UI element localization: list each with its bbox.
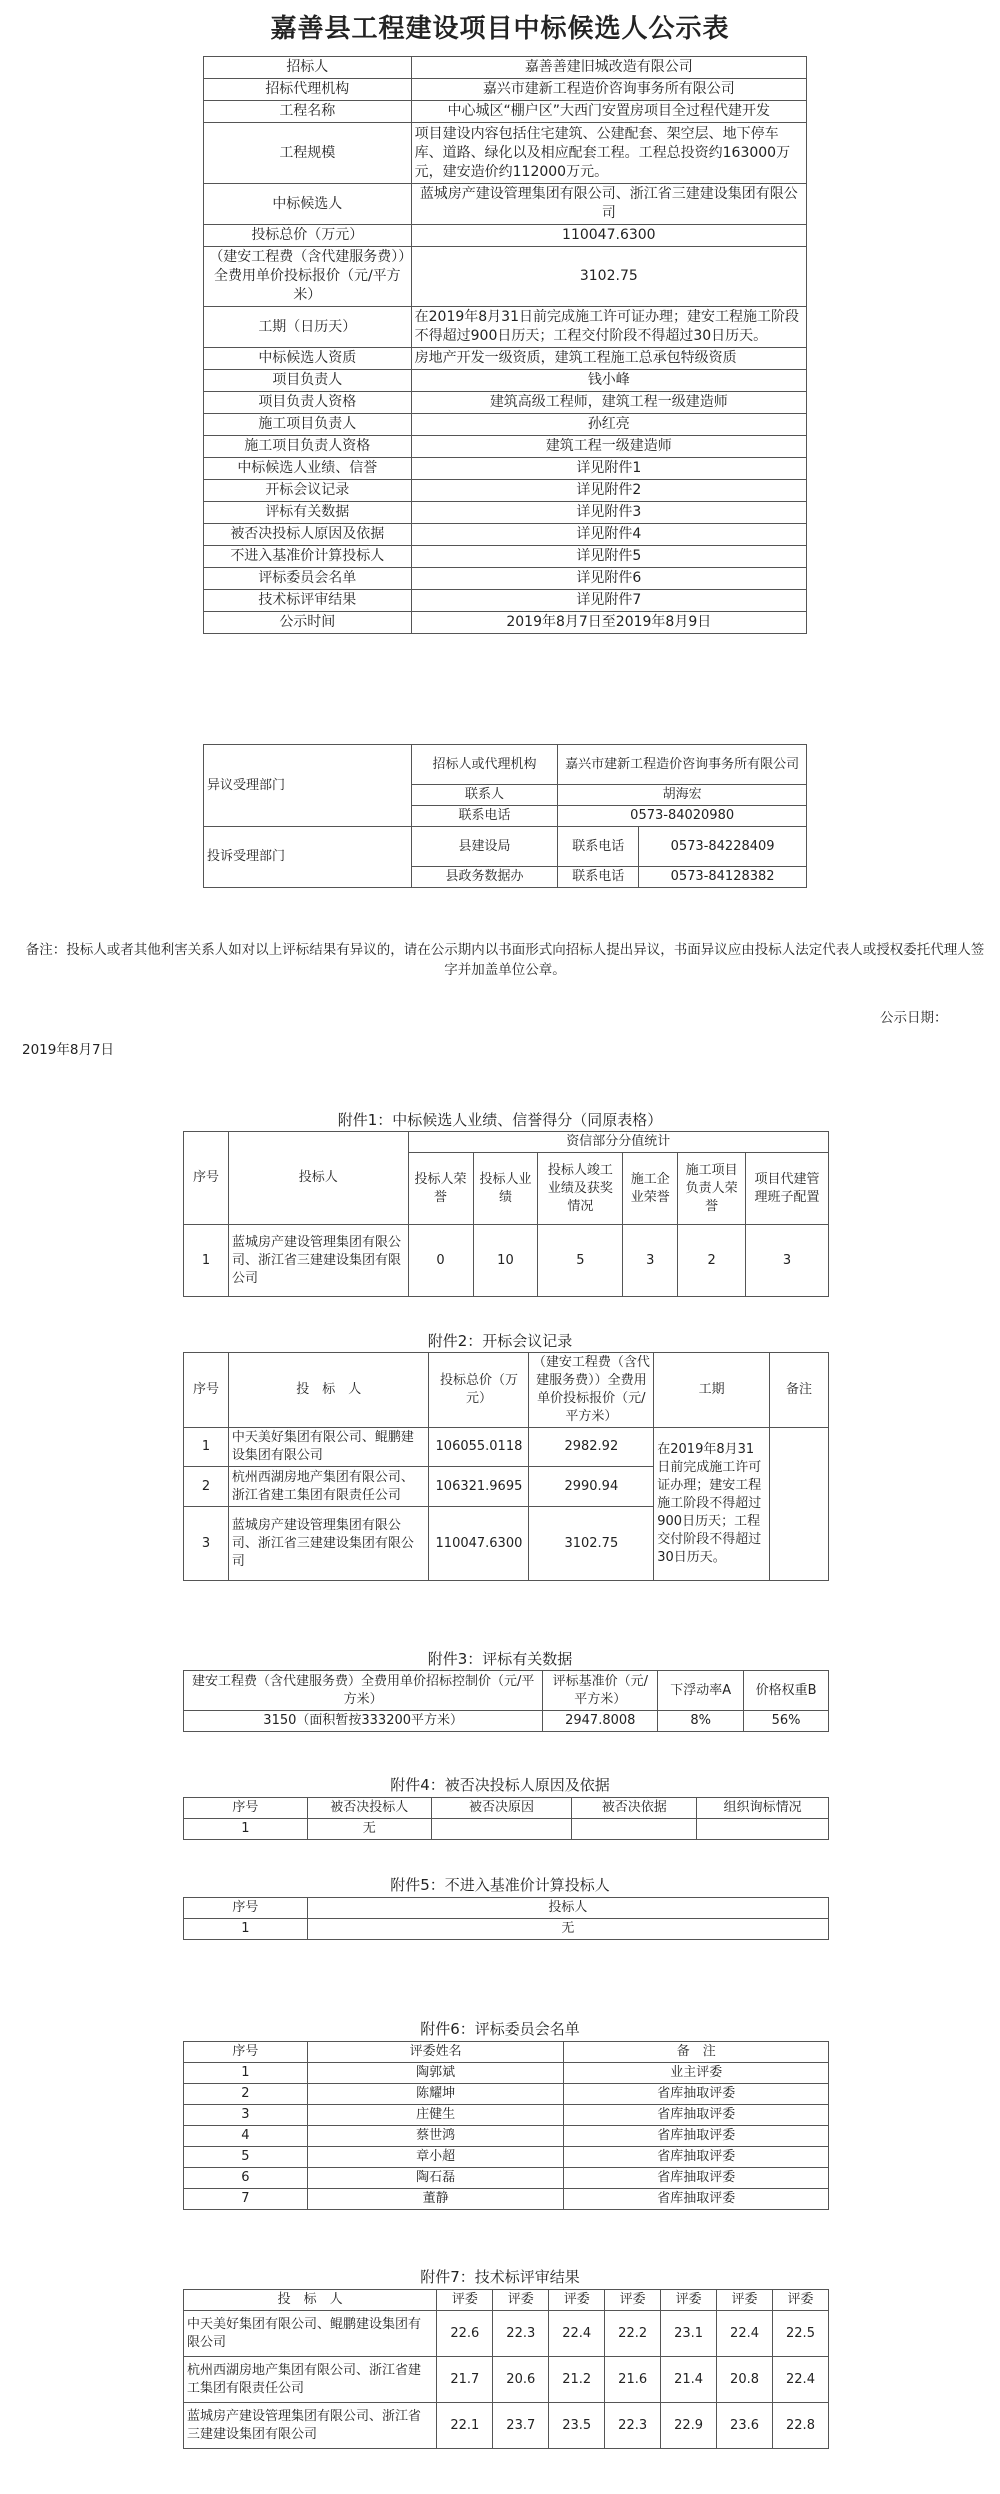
main-row: [204, 307, 807, 348]
main-row-label: 中标候选人资质: [204, 348, 412, 370]
a7-score: 22.2: [605, 2311, 661, 2357]
a3-header: 评标基准价（元/平方米）: [543, 1671, 658, 1711]
main-row: [204, 101, 807, 123]
a6-row-remark: 省库抽取评委: [564, 2147, 829, 2168]
a4-value: [697, 1819, 829, 1840]
main-row-value: 蓝城房产建设管理集团有限公司、浙江省三建建设集团有限公司: [411, 184, 806, 225]
a2-header: 备注: [770, 1353, 829, 1428]
a2-header-row: [184, 1353, 829, 1428]
a6-data-row: [184, 2084, 829, 2105]
main-row-label: 施工项目负责人: [204, 414, 412, 436]
a7-header-row: [184, 2290, 829, 2311]
a6-header-row: [184, 2042, 829, 2063]
a6-row-no: 7: [184, 2189, 308, 2210]
main-row-label: 项目负责人: [204, 370, 412, 392]
main-row: [204, 184, 807, 225]
a1-score: 3: [746, 1225, 829, 1297]
publish-date: 2019年8月7日: [22, 1042, 115, 1058]
a4-header: 被否决原因: [431, 1798, 572, 1819]
a7-data-row: [184, 2357, 829, 2403]
main-row: [204, 612, 807, 634]
main-row-value: 中心城区“棚户区”大西门安置房项目全过程代建开发: [411, 101, 806, 123]
a6-row-no: 6: [184, 2168, 308, 2189]
a2-row-total: 110047.6300: [429, 1507, 529, 1581]
a3-header-row: [184, 1671, 829, 1711]
publish-date-label: 公示日期：: [880, 1010, 948, 1026]
a2-row-total: 106321.9695: [429, 1467, 529, 1507]
a6-header: 序号: [184, 2042, 308, 2063]
a2-row-bidder: 蓝城房产建设管理集团有限公司、浙江省三建建设集团有限公司: [228, 1507, 429, 1581]
main-row: [204, 57, 807, 79]
objection-agency-value: 嘉兴市建新工程造价咨询事务所有限公司: [558, 745, 807, 785]
a2-row-unit: 2982.92: [529, 1428, 654, 1467]
a6-row-remark: 业主评委: [564, 2063, 829, 2084]
main-table-body: [204, 57, 807, 634]
a6-row-remark: 省库抽取评委: [564, 2189, 829, 2210]
a6-row-no: 4: [184, 2126, 308, 2147]
a2-row-unit: 2990.94: [529, 1467, 654, 1507]
a1-subheader: 施工企业荣誉: [623, 1153, 678, 1225]
main-row: [204, 123, 807, 184]
a5-table-body: [184, 1898, 829, 1940]
page-title: 嘉善县工程建设项目中标候选人公示表: [270, 14, 730, 44]
a1-subheader: 项目代建管理班子配置: [746, 1153, 829, 1225]
a7-data-row: [184, 2403, 829, 2449]
a7-score: 22.6: [437, 2311, 493, 2357]
a6-row-name: 庄健生: [307, 2105, 564, 2126]
a6-row-name: 陶郭斌: [307, 2063, 564, 2084]
main-row-value: 建筑高级工程师，建筑工程一级建造师: [411, 392, 806, 414]
main-row-label: （建安工程费（含代建服务费））全费用单价投标报价（元/平方米）: [204, 247, 412, 307]
a7-score: 21.2: [549, 2357, 605, 2403]
a1-subheader: 投标人竣工业绩及获奖情况: [538, 1153, 623, 1225]
main-row: [204, 370, 807, 392]
a6-row-no: 2: [184, 2084, 308, 2105]
complaint-bureau-phone-label: 联系电话: [558, 827, 639, 867]
a3-table-body: [184, 1671, 829, 1732]
a6-header: 备 注: [564, 2042, 829, 2063]
complaint-data-office-phone: 0573-84128382: [639, 867, 807, 888]
main-row-value: 钱小峰: [411, 370, 806, 392]
a7-header: 评委: [549, 2290, 605, 2311]
a2-header: 投标总价（万元）: [429, 1353, 529, 1428]
main-row-value: 详见附件3: [411, 502, 806, 524]
a7-score: 22.3: [493, 2311, 549, 2357]
main-row-label: 工程规模: [204, 123, 412, 184]
main-row-value: 110047.6300: [411, 225, 806, 247]
a7-score: 22.3: [605, 2403, 661, 2449]
a6-row-no: 3: [184, 2105, 308, 2126]
a1-data-row: [184, 1225, 829, 1297]
a2-row-no: 1: [184, 1428, 229, 1467]
a7-header: 评委: [717, 2290, 773, 2311]
main-row: [204, 348, 807, 370]
a4-header: 组织询标情况: [697, 1798, 829, 1819]
a6-row-name: 章小超: [307, 2147, 564, 2168]
a4-value: 1: [184, 1819, 308, 1840]
a7-table-body: [184, 2290, 829, 2449]
remark-note: 备注：投标人或者其他利害关系人如对以上评标结果有异议的，请在公示期内以书面形式向招标人提出异议，书面异议应由投标人法定代表人或授权委托代理人签字并加盖单位公章。: [25, 942, 985, 978]
main-row-label: 工期（日历天）: [204, 307, 412, 348]
main-row-value: 嘉善善建旧城改造有限公司: [411, 57, 806, 79]
objection-phone-value: 0573-84020980: [558, 806, 807, 827]
a6-data-row: [184, 2189, 829, 2210]
main-row-label: 公示时间: [204, 612, 412, 634]
complaint-data-office-label: 县政务数据办: [411, 867, 558, 888]
a4-value: [572, 1819, 697, 1840]
a1-subheader: 投标人荣誉: [408, 1153, 473, 1225]
main-row-label: 被否决投标人原因及依据: [204, 524, 412, 546]
a2-header: （建安工程费（含代建服务费））全费用单价投标报价（元/平方米）: [529, 1353, 654, 1428]
a5-header: 序号: [184, 1898, 308, 1919]
a1-header-no: 序号: [184, 1132, 229, 1225]
main-row: [204, 392, 807, 414]
attachment-5-table: [183, 1897, 829, 1940]
attachment-1-caption: 附件1：中标候选人业绩、信誉得分（同原表格）: [337, 1111, 663, 1129]
attachment-1-table: [183, 1131, 829, 1297]
a5-value: 无: [307, 1919, 828, 1940]
a6-data-row: [184, 2126, 829, 2147]
main-row-label: 中标候选人: [204, 184, 412, 225]
a4-header: 被否决投标人: [307, 1798, 431, 1819]
main-row-label: 不进入基准价计算投标人: [204, 546, 412, 568]
a5-data-row: [184, 1919, 829, 1940]
a7-header: 评委: [493, 2290, 549, 2311]
main-row-value: 详见附件4: [411, 524, 806, 546]
main-row-label: 施工项目负责人资格: [204, 436, 412, 458]
a7-data-row: [184, 2311, 829, 2357]
a6-row-remark: 省库抽取评委: [564, 2168, 829, 2189]
a1-score: 2: [678, 1225, 746, 1297]
a1-score: 10: [473, 1225, 538, 1297]
a6-row-name: 董静: [307, 2189, 564, 2210]
a7-score: 21.4: [661, 2357, 717, 2403]
main-row-value: 建筑工程一级建造师: [411, 436, 806, 458]
a2-data-row: [184, 1428, 829, 1467]
a4-header: 序号: [184, 1798, 308, 1819]
a7-score: 23.1: [661, 2311, 717, 2357]
main-row-label: 投标总价（万元）: [204, 225, 412, 247]
a7-row-bidder: 杭州西湖房地产集团有限公司、浙江省建工集团有限责任公司: [184, 2357, 437, 2403]
a7-score: 20.8: [717, 2357, 773, 2403]
a3-value: 3150（面积暂按333200平方米）: [184, 1711, 543, 1732]
main-row: [204, 247, 807, 307]
main-row-value: 详见附件2: [411, 480, 806, 502]
a3-header: 建安工程费（含代建服务费）全费用单价招标控制价（元/平方米）: [184, 1671, 543, 1711]
a2-table-body: [184, 1353, 829, 1581]
a2-header: 工期: [654, 1353, 770, 1428]
a3-value: 2947.8008: [543, 1711, 658, 1732]
main-row-label: 技术标评审结果: [204, 590, 412, 612]
main-row: [204, 524, 807, 546]
a6-row-remark: 省库抽取评委: [564, 2105, 829, 2126]
main-row: [204, 436, 807, 458]
attachment-7-caption: 附件7：技术标评审结果: [420, 2268, 580, 2286]
a1-score: 0: [408, 1225, 473, 1297]
attachment-4-caption: 附件4：被否决投标人原因及依据: [390, 1776, 610, 1794]
attachment-7-table: [183, 2289, 829, 2449]
a7-score: 22.9: [661, 2403, 717, 2449]
a3-data-row: [184, 1711, 829, 1732]
a5-header: 投标人: [307, 1898, 828, 1919]
a7-score: 22.4: [549, 2311, 605, 2357]
objection-dept-label: 异议受理部门: [204, 745, 412, 827]
main-row-value: 嘉兴市建新工程造价咨询事务所有限公司: [411, 79, 806, 101]
attachment-3-table: [183, 1670, 829, 1732]
a4-header: 被否决依据: [572, 1798, 697, 1819]
a7-score: 22.5: [773, 2311, 829, 2357]
attachment-2-table: [183, 1352, 829, 1581]
main-row-value: 详见附件1: [411, 458, 806, 480]
main-row-value: 2019年8月7日至2019年8月9日: [411, 612, 806, 634]
a7-score: 23.6: [717, 2403, 773, 2449]
main-row: [204, 480, 807, 502]
a2-row-bidder: 杭州西湖房地产集团有限公司、浙江省建工集团有限责任公司: [228, 1467, 429, 1507]
a2-period: 在2019年8月31日前完成施工许可证办理；建安工程施工阶段不得超过900日历天；工程交付阶段不得超过30日历天。: [654, 1428, 770, 1581]
main-row-value: 项目建设内容包括住宅建筑、公建配套、架空层、地下停车库、道路、绿化以及相应配套工程。工程总投资约163000万元，建安造价约112000万元。: [411, 123, 806, 184]
main-row-label: 评标有关数据: [204, 502, 412, 524]
a7-score: 23.5: [549, 2403, 605, 2449]
a1-header-group: 资信部分分值统计: [408, 1132, 828, 1153]
objection-phone-label: 联系电话: [411, 806, 558, 827]
a1-subheader: 施工项目负责人荣誉: [678, 1153, 746, 1225]
a1-subheader: 投标人业绩: [473, 1153, 538, 1225]
complaint-dept-label: 投诉受理部门: [204, 827, 412, 888]
a2-row-total: 106055.0118: [429, 1428, 529, 1467]
a6-row-no: 1: [184, 2063, 308, 2084]
attachment-4-table: [183, 1797, 829, 1840]
main-row: [204, 546, 807, 568]
a2-row-no: 2: [184, 1467, 229, 1507]
a5-value: 1: [184, 1919, 308, 1940]
a4-value: 无: [307, 1819, 431, 1840]
a7-header: 评委: [437, 2290, 493, 2311]
a7-score: 23.7: [493, 2403, 549, 2449]
a3-value: 8%: [658, 1711, 744, 1732]
main-row-value: 详见附件7: [411, 590, 806, 612]
a7-score: 22.4: [773, 2357, 829, 2403]
complaint-bureau-label: 县建设局: [411, 827, 558, 867]
attachment-6-caption: 附件6：评标委员会名单: [420, 2020, 580, 2038]
main-row-value: 详见附件5: [411, 546, 806, 568]
objection-contact-label: 联系人: [411, 785, 558, 806]
attachment-6-table: [183, 2041, 829, 2210]
a3-value: 56%: [744, 1711, 829, 1732]
a7-row-bidder: 蓝城房产建设管理集团有限公司、浙江省三建建设集团有限公司: [184, 2403, 437, 2449]
attachment-2-caption: 附件2：开标会议记录: [427, 1332, 573, 1350]
a1-score: 3: [623, 1225, 678, 1297]
a2-row-no: 3: [184, 1507, 229, 1581]
main-row: [204, 590, 807, 612]
a4-table-body: [184, 1798, 829, 1840]
a1-header-bidder: 投标人: [228, 1132, 408, 1225]
a6-table-body: [184, 2042, 829, 2210]
attachment-5-caption: 附件5：不进入基准价计算投标人: [390, 1876, 610, 1894]
a7-score: 22.8: [773, 2403, 829, 2449]
a2-header: 投 标 人: [228, 1353, 429, 1428]
main-row-label: 招标人: [204, 57, 412, 79]
main-row-label: 招标代理机构: [204, 79, 412, 101]
main-row: [204, 458, 807, 480]
a5-header-row: [184, 1898, 829, 1919]
main-row-label: 项目负责人资格: [204, 392, 412, 414]
a7-score: 21.7: [437, 2357, 493, 2403]
main-row-value: 房地产开发一级资质，建筑工程施工总承包特级资质: [411, 348, 806, 370]
main-row-label: 中标候选人业绩、信誉: [204, 458, 412, 480]
main-info-table: [203, 56, 807, 634]
a4-header-row: [184, 1798, 829, 1819]
a6-row-name: 陶石磊: [307, 2168, 564, 2189]
a6-data-row: [184, 2168, 829, 2189]
a6-row-name: 蔡世鸿: [307, 2126, 564, 2147]
a7-score: 22.4: [717, 2311, 773, 2357]
attachment-3-caption: 附件3：评标有关数据: [427, 1650, 573, 1668]
a6-row-name: 陈耀坤: [307, 2084, 564, 2105]
main-row-label: 评标委员会名单: [204, 568, 412, 590]
main-row-value: 3102.75: [411, 247, 806, 307]
a2-row-unit: 3102.75: [529, 1507, 654, 1581]
main-row-value: 在2019年8月31日前完成施工许可证办理；建安工程施工阶段不得超过900日历天；工程交付阶段不得超过30日历天。: [411, 307, 806, 348]
complaint-bureau-phone: 0573-84228409: [639, 827, 807, 867]
main-row: [204, 414, 807, 436]
a6-row-remark: 省库抽取评委: [564, 2084, 829, 2105]
a1-row-bidder: 蓝城房产建设管理集团有限公司、浙江省三建建设集团有限公司: [228, 1225, 408, 1297]
a7-header: 评委: [605, 2290, 661, 2311]
a4-value: [431, 1819, 572, 1840]
a2-row-bidder: 中天美好集团有限公司、鲲鹏建设集团有限公司: [228, 1428, 429, 1467]
a7-header: 评委: [773, 2290, 829, 2311]
a6-data-row: [184, 2105, 829, 2126]
a7-header: 评委: [661, 2290, 717, 2311]
a6-row-remark: 省库抽取评委: [564, 2126, 829, 2147]
a6-row-no: 5: [184, 2147, 308, 2168]
a7-score: 22.1: [437, 2403, 493, 2449]
main-row: [204, 225, 807, 247]
a4-data-row: [184, 1819, 829, 1840]
complaint-data-office-phone-label: 联系电话: [558, 867, 639, 888]
a2-remark: [770, 1428, 829, 1581]
a7-row-bidder: 中天美好集团有限公司、鲲鹏建设集团有限公司: [184, 2311, 437, 2357]
objection-contact-value: 胡海宏: [558, 785, 807, 806]
main-row: [204, 502, 807, 524]
main-row-label: 工程名称: [204, 101, 412, 123]
a6-header: 评委姓名: [307, 2042, 564, 2063]
main-row-value: 孙红亮: [411, 414, 806, 436]
main-row-value: 详见附件6: [411, 568, 806, 590]
contact-table: [203, 744, 807, 888]
a6-data-row: [184, 2147, 829, 2168]
main-row: [204, 79, 807, 101]
a1-score: 5: [538, 1225, 623, 1297]
main-row-label: 开标会议记录: [204, 480, 412, 502]
a7-score: 21.6: [605, 2357, 661, 2403]
a7-header: 投 标 人: [184, 2290, 437, 2311]
a3-header: 价格权重B: [744, 1671, 829, 1711]
a2-header: 序号: [184, 1353, 229, 1428]
a6-data-row: [184, 2063, 829, 2084]
main-row: [204, 568, 807, 590]
a7-score: 20.6: [493, 2357, 549, 2403]
a3-header: 下浮动率A: [658, 1671, 744, 1711]
objection-agency-label: 招标人或代理机构: [411, 745, 558, 785]
a1-row-no: 1: [184, 1225, 229, 1297]
